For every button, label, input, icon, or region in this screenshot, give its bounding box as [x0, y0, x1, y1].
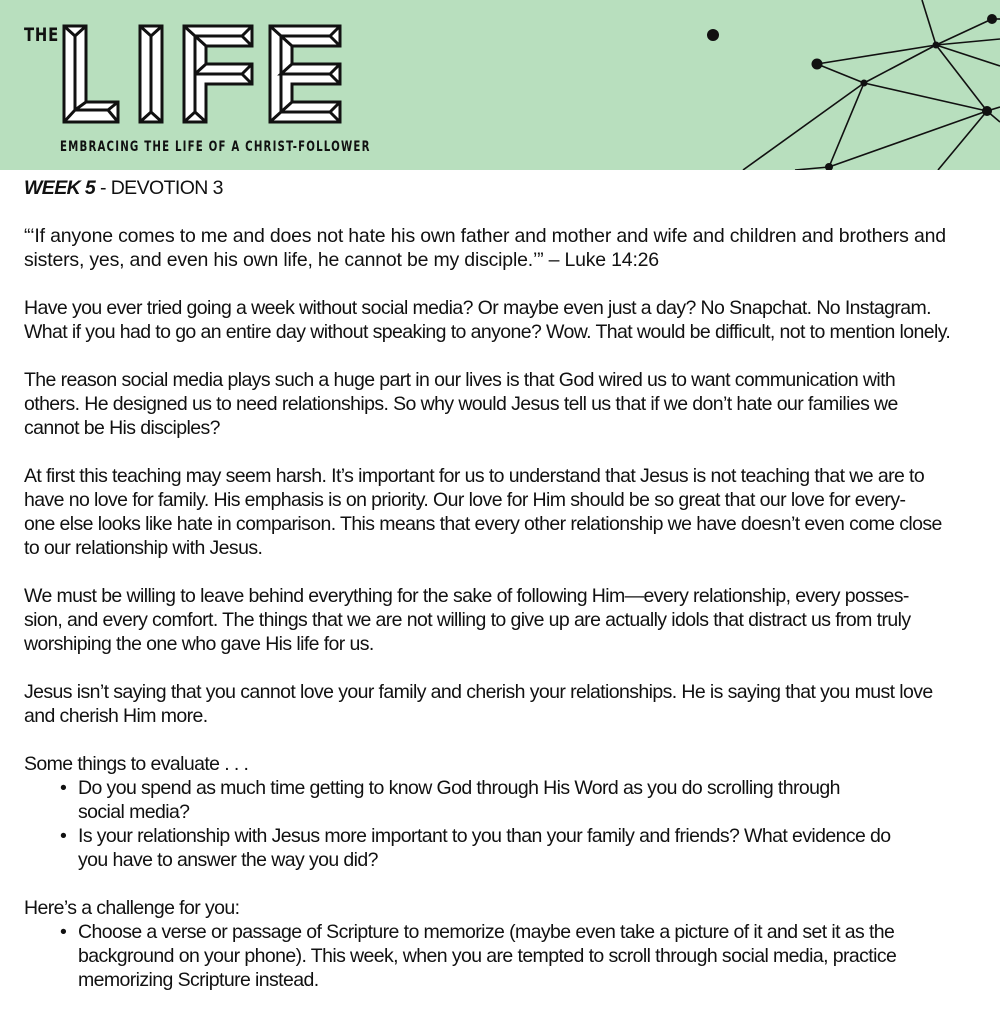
- heading-separator: -: [95, 177, 111, 199]
- network-graph-decoration: [0, 0, 1000, 170]
- network-node: [987, 14, 997, 24]
- list-item-line: you have to answer the way you did?: [78, 849, 378, 871]
- devotion-heading: [24, 176, 1000, 200]
- list-item-line: Is your relationship with Jesus more important to you than your family and friends? What evidence do: [78, 825, 891, 847]
- network-edge: [817, 64, 864, 83]
- paragraph: [24, 680, 1000, 728]
- paragraph-line: one else looks like hate in comparison. This means that every other relationship we have doesn’t even come close: [24, 513, 942, 535]
- paragraph-line: Jesus isn’t saying that you cannot love your family and cherish your relationships. He is saying that you must love: [24, 681, 933, 703]
- list-item-line: background on your phone). This week, when you are tempted to scroll through social media, practice: [78, 945, 897, 967]
- brand-tagline: EMBRACING THE LIFE OF A CHRIST-FOLLOWER: [60, 139, 371, 155]
- paragraph-line: We must be willing to leave behind everything for the sake of following Him—every relationship, every posses-: [24, 585, 909, 607]
- paragraph: [24, 296, 1000, 344]
- list-item-line: social media?: [78, 801, 190, 823]
- network-node: [812, 59, 823, 70]
- scripture-line: “‘If anyone comes to me and does not hate his own father and mother and wife and children and brothers and: [24, 225, 946, 247]
- paragraph-line: to our relationship with Jesus.: [24, 537, 263, 559]
- list-item: [24, 920, 1000, 992]
- paragraph: [24, 464, 1000, 560]
- list-item-line: Do you spend as much time getting to know God through His Word as you do scrolling through: [78, 777, 840, 799]
- paragraph-line: others. He designed us to need relationships. So why would Jesus tell us that if we don’t hate our families we: [24, 393, 898, 415]
- scripture-line: sisters, yes, and even his own life, he cannot be my disciple.’” – Luke 14:26: [24, 249, 659, 271]
- bullet-icon: •: [60, 777, 67, 799]
- list-item-line: Choose a verse or passage of Scripture to memorize (maybe even take a picture of it and set it as the: [78, 921, 895, 943]
- week-label: WEEK 5: [24, 177, 96, 199]
- bullet-icon: •: [60, 921, 67, 943]
- network-node: [825, 163, 833, 170]
- evaluate-list: [24, 776, 1000, 872]
- paragraph-line: worshiping the one who gave His life for us.: [24, 633, 374, 655]
- paragraph: [24, 368, 1000, 440]
- paragraph-line: At first this teaching may seem harsh. It’s important for us to understand that Jesus is not teaching that we are to: [24, 465, 925, 487]
- network-edge: [922, 0, 936, 45]
- bullet-icon: •: [60, 825, 67, 847]
- brand-prefix: THE: [24, 24, 59, 46]
- challenge-list: [24, 920, 1000, 992]
- paragraph-line: The reason social media plays such a huge part in our lives is that God wired us to want communication with: [24, 369, 896, 391]
- paragraph-line: Have you ever tried going a week without social media? Or maybe even just a day? No Snapchat. No Instagram.: [24, 297, 931, 319]
- paragraph-line: sion, and every comfort. The things that we are not willing to give up are actually idols that distract us from truly: [24, 609, 911, 631]
- network-edge: [936, 45, 1000, 66]
- list-item: [24, 776, 1000, 824]
- paragraph-line: cannot be His disciples?: [24, 417, 220, 439]
- network-node: [933, 42, 940, 49]
- header-banner: [0, 0, 1000, 170]
- paragraph-line: and cherish Him more.: [24, 705, 208, 727]
- devotion-label: DEVOTION 3: [110, 177, 223, 199]
- network-node: [707, 29, 719, 41]
- paragraph-line: What if you had to go an entire day without speaking to anyone? Wow. That would be difficult, not to mention lonely.: [24, 321, 951, 343]
- list-item: [24, 824, 1000, 872]
- paragraph-line: have no love for family. His emphasis is on priority. Our love for Him should be so great that our love for every-: [24, 489, 906, 511]
- evaluate-heading: Some things to evaluate . . .: [24, 753, 249, 775]
- list-item-line: memorizing Scripture instead.: [78, 969, 319, 991]
- network-node: [861, 80, 868, 87]
- challenge-heading: Here’s a challenge for you:: [24, 897, 240, 919]
- network-node: [982, 106, 992, 116]
- devotion-content: [24, 176, 1000, 1016]
- paragraph: [24, 584, 1000, 656]
- scripture-quote: [24, 224, 1000, 272]
- network-edge: [795, 167, 829, 170]
